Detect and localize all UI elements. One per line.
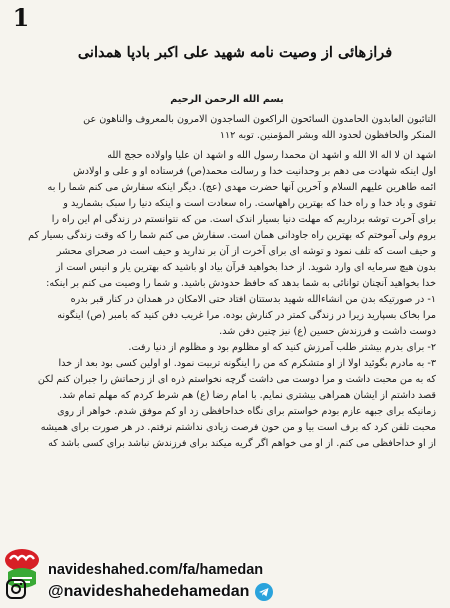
text-line: تقوی و یاد خدا و راه خدا که بهترین راههاست. راه سعادت است و اینکه دنیا را سبک بشمارید و — [63, 198, 436, 209]
watermark-overlay — [0, 538, 450, 608]
document-body — [18, 92, 436, 452]
text-line: محبت تلفن کرد که برف است بیا و من حون فرصت زیادی نداشتم نرفتم. در هر صورت برای همیشه — [40, 422, 436, 433]
text-line: بروم ولی آموختم که بهترین راه جاودانی همان است. سفارش می کنم شما را که وقت زندگی بسیار کم — [28, 230, 436, 241]
text-line: مرا بخاک بسپارید زیرا در زندگی کمتر در کنارش بوده. مرا غریب دفن کنید که بامبر (ص) اینگونه — [57, 310, 436, 321]
page-title: فرازهائی از وصیت نامه شهید علی اکبر بادپا همدانی — [77, 44, 393, 61]
text-line: ۱- در صورتیکه بدن من انشاءالله شهید بدستتان افتاد حتی الامکان در همدان در کنار قبر بدره — [70, 294, 436, 305]
text-line: زمانیکه برای جبهه عازم بودم خواستم برای نگاه خداحافظی زد او کم موفق شدم. خواهر از روی — [57, 406, 436, 417]
text-line: المنکر والحافظون لحدود الله وبشر المؤمنین. توبه ۱۱۲ — [219, 130, 436, 141]
handle-row — [0, 580, 450, 604]
text-line: ائمه طاهرین علیهم السلام و آخرین آنها حضرت مهدی (عج). دیگر اینکه سفارش می کنم شما را به — [47, 182, 436, 193]
text-line: که به من محبت داشت و مرا دوست می داشت گرچه نخواستم ذره ای از زحماتش را جبران کنم لکن — [37, 374, 436, 385]
text-line: اول اینکه شهادت می دهم بر وحدانیت خدا و رسالت محمد(ص) فرستاده او و علی و اولادش — [73, 166, 436, 177]
text-line: ۲- برای بدرم بیشتر طلب آمرزش کنید که او مظلوم بود و مظلوم از دنیا رفت. — [128, 342, 436, 353]
text-line: خدا بخواهید آنچنان توانائی به شما بدهد که حافظ حدودش باشید. و شما را وصیت می کنم بر اینکه: — [46, 278, 436, 289]
text-line: بدون هیچ سرمایه ای وارد شوید. از خدا بخواهید قرآن بیاد او باشید که بهترین یار و انیس است از — [55, 262, 436, 273]
text-line: التائبون العابدون الحامدون السائحون الراکعون الساجدون الامرون بالمعروف والناهون عن — [83, 114, 436, 125]
page-number: 1 — [12, 3, 30, 32]
text-line: اشهد ان لا اله الا الله و اشهد ان محمدا رسول الله و اشهد ان علیا واولاده حجج الله — [107, 150, 436, 161]
text-line: ۳- به مادرم بگوئید اولا از او متشکرم که من را اینگونه تربیت نمود. او اولین کسی بود بعد از خدا — [58, 358, 436, 369]
site-url[interactable]: navideshahed.com/fa/hamedan — [48, 562, 264, 578]
text-line: از او خداحافظی می کنم. از او می خواهم اگر گریه میکند برای فرزندش نباشد برای کسی باشد که — [48, 438, 436, 449]
text-line: برای آخرت توشه برداریم که مهلت دنیا بسیار اندک است. من که نتوانستم در زندگی ام این راه را — [51, 214, 436, 225]
text-line: و حیف است که تلف نمود و توشه ای برای آخرت از آن بر ندارید و حیف است در صحرای محشر — [56, 246, 436, 257]
instagram-icon[interactable] — [6, 579, 26, 599]
bismillah-line: بسم الله الرحمن الرحیم — [170, 94, 284, 105]
telegram-icon[interactable] — [255, 583, 273, 601]
text-line: قصد داشتم از ایشان همراهی بیشتری نمایم. با امام رضا (ع) هم شرط کردم که مهلم تمام شد. — [59, 390, 436, 401]
social-handle[interactable]: @navideshahedehamedan — [48, 583, 250, 600]
text-line: دوست داشت و فرزندش حسین (ع) نیز چنین دفن شد. — [219, 326, 436, 337]
